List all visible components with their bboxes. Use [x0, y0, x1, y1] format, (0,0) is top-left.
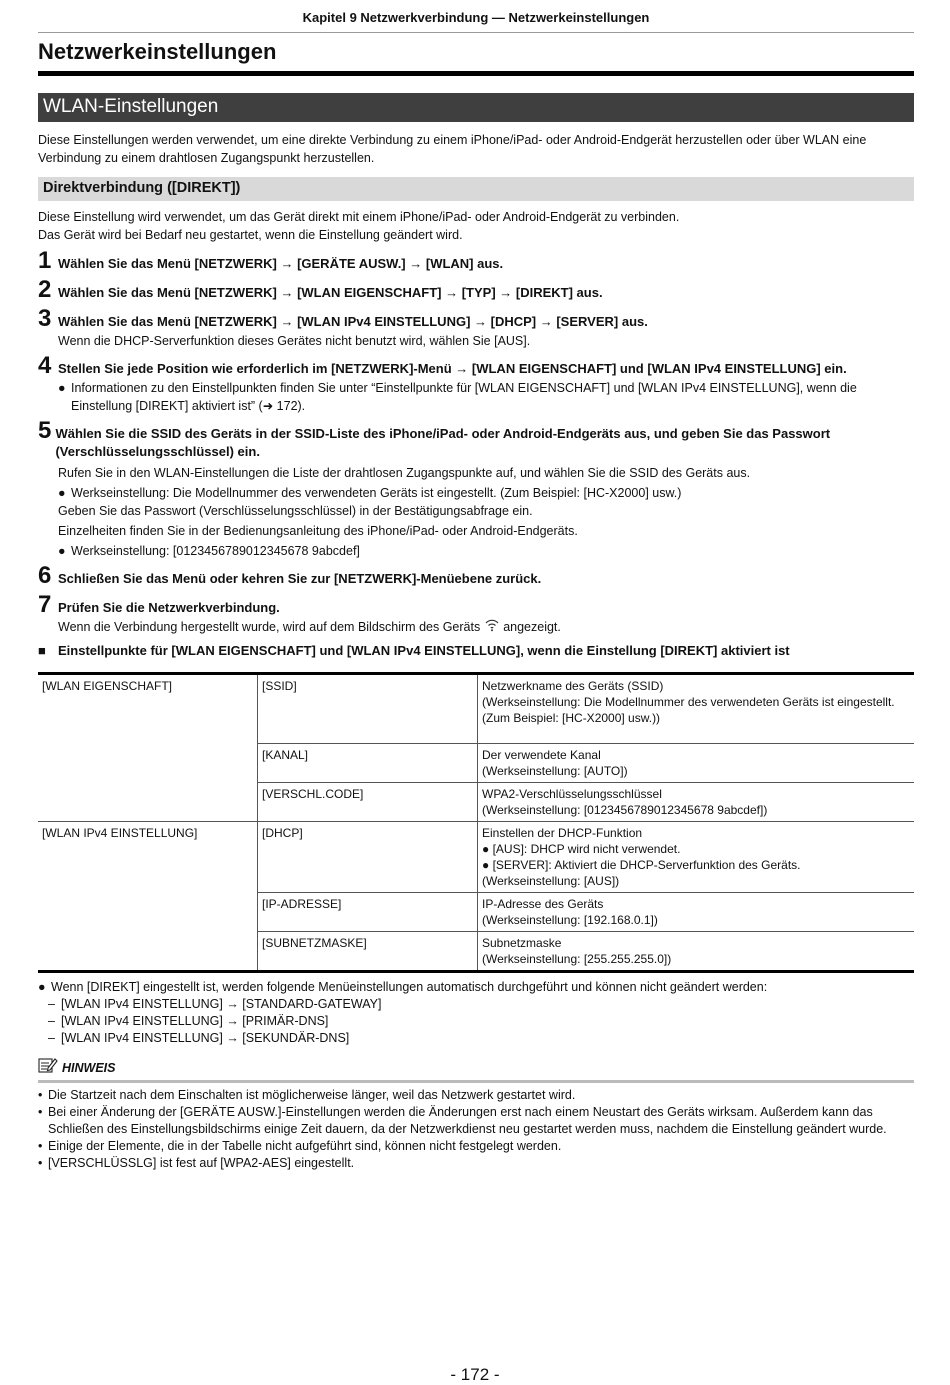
dash-symbol: –	[48, 1014, 55, 1029]
step-5	[38, 418, 914, 461]
step-5-body-3: Einzelheiten finden Sie in der Bedienungsanleitung des iPhone/iPad- oder Android-Endgeräts.	[58, 524, 578, 538]
desc-line: (Werkseinstellung: [0123456789012345678 9abcdef])	[482, 803, 768, 818]
step-number: 7	[38, 591, 52, 618]
step-number: 6	[38, 562, 52, 589]
running-head: Kapitel 9 Netzwerkverbindung — Netzwerkeinstellungen	[38, 0, 914, 33]
step-number: 4	[38, 352, 52, 379]
note-text: Wenn [DIREKT] eingestellt ist, werden folgende Menüeinstellungen automatisch durchgeführt und können nicht geändert werden:	[51, 980, 768, 995]
step-5-body-1: Rufen Sie in den WLAN-Einstellungen die Liste der drahtlosen Zugangspunkte auf, und wählen Sie die SSID des Geräts aus.	[58, 466, 751, 480]
dash-text: [WLAN IPv4 EINSTELLUNG] → [PRIMÄR-DNS]	[61, 1014, 329, 1029]
after-table-notes	[38, 979, 914, 1047]
group-cell: [WLAN IPv4 EINSTELLUNG]	[38, 822, 258, 972]
subsection-desc-1: Diese Einstellung wird verwendet, um das Gerät direkt mit einem iPhone/iPad- oder Android-Endgerät zu verbinden.	[38, 210, 680, 224]
small-bullet-symbol: •	[38, 1105, 43, 1120]
dash-symbol: –	[48, 1031, 55, 1046]
desc-line: Der verwendete Kanal	[482, 748, 601, 763]
desc-line: Netzwerkname des Geräts (SSID)	[482, 679, 664, 694]
desc-cell	[478, 932, 915, 972]
subsection-title: Direktverbindung ([DIREKT])	[38, 177, 914, 201]
item-cell: [DHCP]	[258, 822, 478, 893]
desc-line: [AUS]: DHCP wird nicht verwendet.	[492, 842, 681, 857]
item-cell: [VERSCHL.CODE]	[258, 783, 478, 822]
desc-line: (Zum Beispiel: [HC-X2000] usw.))	[482, 711, 661, 726]
hint-text: Einige der Elemente, die in der Tabelle nicht aufgeführt sind, können nicht festgelegt werden.	[48, 1139, 562, 1154]
dash-item	[48, 1013, 914, 1030]
desc-line: (Werkseinstellung: [192.168.0.1])	[482, 913, 658, 928]
step-text: Wählen Sie das Menü [NETZWERK] → [WLAN EIGENSCHAFT] → [TYP] → [DIREKT] aus.	[58, 285, 603, 300]
step-3	[38, 306, 914, 332]
step-text: Wählen Sie das Menü [NETZWERK] → [GERÄTE AUSW.] → [WLAN] aus.	[58, 256, 504, 271]
desc-cell	[478, 893, 915, 932]
step-text: Stellen Sie jede Position wie erforderlich im [NETZWERK]-Menü → [WLAN EIGENSCHAFT] und [WLAN IPv4 EINSTELLUNG] ein.	[58, 361, 847, 376]
bullet-text: Werkseinstellung: Die Modellnummer des verwendeten Geräts ist eingestellt. (Zum Beispiel: [HC-X2000] usw.)	[71, 486, 682, 500]
hint-list	[38, 1087, 914, 1172]
dash-text: [WLAN IPv4 EINSTELLUNG] → [SEKUNDÄR-DNS]	[61, 1031, 350, 1046]
group-cell: [WLAN EIGENSCHAFT]	[38, 674, 258, 822]
table-row	[38, 674, 914, 744]
hint-text: Die Startzeit nach dem Einschalten ist möglicherweise länger, weil das Netzwerk gestartet wird.	[48, 1088, 576, 1103]
wlan-status-icon	[484, 618, 500, 637]
step-7	[38, 592, 914, 618]
hint-item	[38, 1155, 914, 1172]
desc-cell	[478, 744, 915, 783]
item-cell: [SSID]	[258, 674, 478, 744]
square-symbol: ■	[38, 643, 46, 659]
table-heading-text: Einstellpunkte für [WLAN EIGENSCHAFT] und [WLAN IPv4 EINSTELLUNG], wenn die Einstellung [DIREKT] aktiviert ist	[58, 643, 790, 659]
hint-item	[38, 1087, 914, 1104]
note-pencil-icon	[38, 1057, 58, 1078]
hint-text: [VERSCHLÜSSLG] ist fest auf [WPA2-AES] eingestellt.	[48, 1156, 355, 1171]
hint-text: Bei einer Änderung der [GERÄTE AUSW.]-Einstellungen werden die Änderungen erst nach einem Neustart des Geräts wirksam. Außerdem kann das Schließen des Einstellungsbildschirms einige Zeit dauern, da der Netzwerkdienst neu gestartet werden muss, nachdem die Einstellung geändert wurde.	[48, 1105, 887, 1137]
subsection-desc-2: Das Gerät wird bei Bedarf neu gestartet, wenn die Einstellung geändert wird.	[38, 228, 463, 242]
item-cell: [SUBNETZMASKE]	[258, 932, 478, 972]
step-5-bullet-1	[58, 484, 914, 502]
table-heading	[38, 643, 914, 658]
step-number: 5	[38, 417, 52, 444]
step-number: 1	[38, 247, 52, 274]
settings-table	[38, 672, 914, 973]
step-number: 3	[38, 305, 52, 332]
bullet-symbol: ●	[58, 544, 66, 558]
small-bullet-symbol: •	[38, 1139, 43, 1154]
step-5-body-2: Geben Sie das Passwort (Verschlüsselungsschlüssel) in der Bestätigungsabfrage ein.	[58, 504, 533, 518]
step-text: Wählen Sie die SSID des Geräts in der SSID-Liste des iPhone/iPad- oder Android-Endgeräts aus, und geben Sie das Passwort (Verschlüsselungsschlüssel) ein.	[55, 426, 831, 459]
page-title: Netzwerkeinstellungen	[38, 39, 914, 76]
dash-text: [WLAN IPv4 EINSTELLUNG] → [STANDARD-GATEWAY]	[61, 997, 382, 1012]
desc-cell	[478, 822, 915, 893]
step-6	[38, 563, 914, 589]
bullet-symbol: ●	[482, 842, 490, 857]
hint-item	[38, 1138, 914, 1155]
bullet-text: Werkseinstellung: [0123456789012345678 9abcdef]	[71, 544, 360, 558]
small-bullet-symbol: •	[38, 1156, 43, 1171]
desc-line: (Werkseinstellung: Die Modellnummer des verwendeten Geräts ist eingestellt.	[482, 695, 895, 710]
table-row	[38, 822, 914, 893]
step-5-bullet-2	[58, 542, 914, 560]
step-7-body-before: Wenn die Verbindung hergestellt wurde, wird auf dem Bildschirm des Geräts	[58, 620, 481, 634]
bullet-text: Informationen zu den Einstellpunkten finden Sie unter “Einstellpunkte für [WLAN EIGENSCHAFT] und [WLAN IPv4 EINSTELLUNG], wenn die Einstellung [DIREKT] aktiviert ist” (➜ 172).	[71, 381, 857, 413]
desc-line: WPA2-Verschlüsselungsschlüssel	[482, 787, 662, 802]
step-text: Schließen Sie das Menü oder kehren Sie zur [NETZWERK]-Menüebene zurück.	[58, 571, 542, 586]
step-7-body	[58, 618, 914, 637]
dash-symbol: –	[48, 997, 55, 1012]
hinweis-header	[38, 1057, 914, 1083]
bullet-symbol: ●	[38, 980, 46, 995]
step-1	[38, 248, 914, 274]
desc-line: Einstellen der DHCP-Funktion	[482, 826, 643, 841]
step-3-body: Wenn die DHCP-Serverfunktion dieses Gerätes nicht benutzt wird, wählen Sie [AUS].	[58, 334, 531, 348]
step-4	[38, 353, 914, 379]
step-number: 2	[38, 276, 52, 303]
desc-cell	[478, 674, 915, 744]
step-7-body-after: angezeigt.	[503, 620, 561, 634]
step-text: Wählen Sie das Menü [NETZWERK] → [WLAN IPv4 EINSTELLUNG] → [DHCP] → [SERVER] aus.	[58, 314, 648, 329]
desc-line: IP-Adresse des Geräts	[482, 897, 604, 912]
step-2	[38, 277, 914, 303]
page-number: - 172 -	[450, 1365, 500, 1384]
desc-bullet-line	[482, 841, 910, 857]
desc-bullet-line	[482, 857, 910, 873]
bullet-symbol: ●	[58, 381, 66, 395]
dash-item	[48, 996, 914, 1013]
desc-line: (Werkseinstellung: [AUS])	[482, 874, 620, 889]
item-cell: [IP-ADRESSE]	[258, 893, 478, 932]
hinweis-label: HINWEIS	[62, 1060, 116, 1075]
note-bullet	[38, 979, 914, 996]
bullet-symbol: ●	[58, 486, 66, 500]
step-text: Prüfen Sie die Netzwerkverbindung.	[58, 600, 280, 615]
hint-item	[38, 1104, 914, 1138]
bullet-symbol: ●	[482, 858, 490, 873]
item-cell: [KANAL]	[258, 744, 478, 783]
document-page	[38, 0, 914, 1172]
desc-cell	[478, 783, 915, 822]
desc-line: [SERVER]: Aktiviert die DHCP-Serverfunktion des Geräts.	[492, 858, 801, 873]
section-title: WLAN-Einstellungen	[38, 93, 914, 122]
dash-item	[48, 1030, 914, 1047]
desc-line: (Werkseinstellung: [255.255.255.0])	[482, 952, 672, 967]
desc-line: Subnetzmaske	[482, 936, 562, 951]
section-intro: Diese Einstellungen werden verwendet, um eine direkte Verbindung zu einem iPhone/iPad- oder Android-Endgerät herzustellen oder über WLAN eine Verbindung zu einem drahtlosen Zugangspunkt herzustellen.	[38, 133, 867, 165]
desc-line: (Werkseinstellung: [AUTO])	[482, 764, 628, 779]
small-bullet-symbol: •	[38, 1088, 43, 1103]
step-4-bullet	[58, 379, 914, 415]
